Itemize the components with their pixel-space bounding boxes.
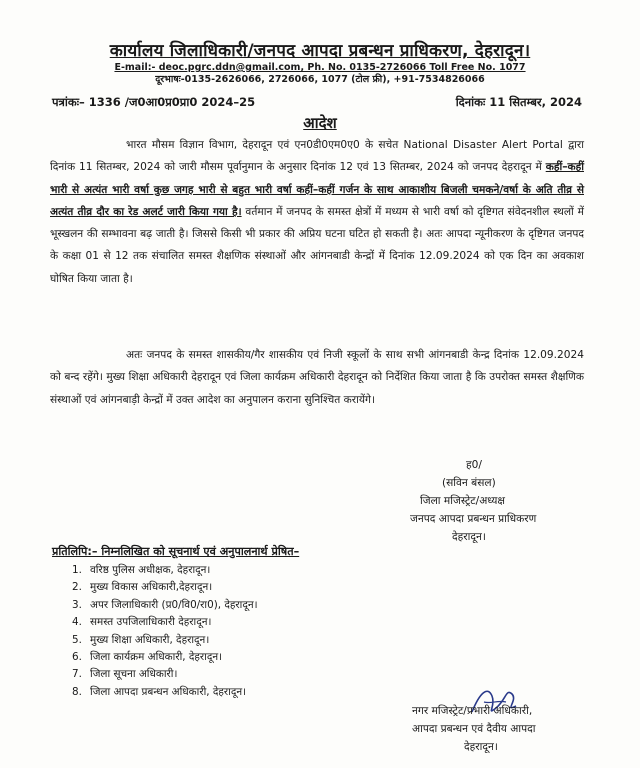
copy-to-item-text: जिला कार्यक्रम अधिकारी, देहरादून।: [90, 651, 223, 664]
bottom-sign-line1: नगर मजिस्ट्रेट/प्रभारी अधिकारी,: [412, 705, 533, 717]
copy-to-item-text: जिला आपदा प्रबन्धन अधिकारी, देहरादून।: [90, 685, 247, 698]
copy-to-item-text: अपर जिलाधिकारी (प्र0/वि0/रा0), देहरादून।: [90, 598, 258, 611]
copy-to-item-number: 7.: [72, 668, 82, 681]
email-line: E-mail:- deoc.pgrc.ddn@gmail.com, Ph. No. 0135-2726066 Toll Free No. 1077: [114, 62, 526, 73]
signatory-place: देहरादून।: [452, 531, 486, 543]
copy-to-item-number: 4.: [72, 616, 82, 629]
copy-to-item-number: 5.: [72, 633, 82, 646]
contact-block: [0, 62, 640, 86]
office-title: कार्यालय जिलाधिकारी/जनपद आपदा प्रबन्धन प्राधिकरण, देहरादून।: [109, 41, 531, 61]
copy-to-item: [72, 614, 258, 631]
para1-tail: वर्तमान में जनपद के समस्त क्षेत्रों में मध्यम से भारी वर्षा को दृष्टिगत संवेदनशील स्थलों में भूस्खलन की सम्भावना बढ़ जाती है। जिससे किसी भी प्रकार की अप्रिय घटना घटित हो सकती है। अतः आपदा न्यूनीकरण के दृष्टिगत जनपद के कक्षा 01 से 12 तक संचालित समस्त शैक्षणिक संस्थाओं और आंगनबाडी केन्द्रों में दिनांक 12.09.2024 को एक दिन का अवकाश घोषित किया जाता है।: [50, 205, 584, 285]
signatory-designation: जिला मजिस्ट्रेट/अध्यक्ष: [420, 495, 506, 507]
copy-to-item-number: 3.: [72, 598, 82, 611]
copy-to-item: [72, 666, 258, 683]
letter-date: दिनांकः 11 सितम्बर, 2024: [455, 95, 582, 109]
copy-to-item-number: 8.: [72, 685, 82, 698]
signatory-name: (सविन बंसल): [442, 477, 496, 489]
copy-to-item-text: वरिष्ठ पुलिस अधीक्षक, देहरादून।: [90, 564, 211, 576]
bottom-sign-line3: देहरादून।: [464, 741, 498, 753]
para2-text: अतः जनपद के समस्त शासकीय/गैर शासकीय एवं निजी स्कूलों के साथ सभी आंगनबाडी केन्द्र दिनांक 12.09.2024 को बन्द रहेंगे। मुख्य शिक्षा अधिकारी देहरादून एवं जिला कार्यक्रम अधिकारी देहरादून को निर्देशित किया जाता है कि उपरोक्त समस्त शैक्षणिक संस्थाओं एवं आंगनबाड़ी केन्द्रों में उक्त आदेश का अनुपालन कराना सुनिश्चित करायेंगे।: [50, 349, 584, 406]
copy-to-item-number: 1.: [72, 564, 82, 576]
copy-to-item: [72, 632, 258, 649]
copy-to-item: [72, 579, 258, 596]
phone-line: दूरभाषः-0135-2626066, 2726066, 1077 (टोल फ्री), +91-7534826066: [155, 74, 485, 85]
copy-to-list: [72, 562, 258, 701]
copy-to-heading: प्रतिलिपि:– निम्नलिखित को सूचनार्थ एवं अनुपालनार्थ प्रेषित–: [52, 545, 300, 558]
copy-to-item-text: मुख्य विकास अधिकारी,देहरादून।: [90, 581, 213, 594]
para1-lead: भारत मौसम विज्ञान विभाग, देहरादून एवं एन0डी0एम0ए0 के सचेत National Disaster Alert Portal द्वारा दिनांक 11 सितम्बर, 2024 को जारी मौसम पूर्वानुमान के अनुसार दिनांक 12 एवं 13 सितम्बर, 2024 को जनपद देहरादून में: [50, 139, 584, 174]
order-paragraph-1: [50, 134, 584, 290]
copy-to-item: [72, 684, 258, 701]
reference-line: [52, 95, 582, 111]
copy-to-item-text: समस्त उपजिलाधिकारी देहरादून।: [90, 616, 212, 629]
bottom-signature-block: [412, 702, 535, 756]
copy-to-item-text: जिला सूचना अधिकारी।: [90, 668, 178, 681]
bottom-sign-line2: आपदा प्रबन्धन एवं दैवीय आपदा: [412, 723, 536, 735]
copy-to-item-number: 2.: [72, 581, 82, 594]
signatory-office: जनपद आपदा प्रबन्धन प्राधिकरण: [410, 513, 537, 525]
copy-to-item: [72, 649, 258, 666]
signature-h: ह0/: [466, 459, 482, 471]
signature-block: [410, 456, 600, 546]
copy-to-item: [72, 562, 258, 579]
copy-to-item-text: मुख्य शिक्षा अधिकारी, देहरादून।: [90, 633, 210, 646]
letter-number: पत्रांकः– 1336 /ज0आ0प्र0प्रा0 2024–25: [52, 95, 256, 109]
copy-to-item: [72, 597, 258, 614]
copy-to-item-number: 6.: [72, 651, 82, 664]
order-title: आदेश: [303, 114, 337, 132]
order-paragraph-2: [50, 344, 584, 411]
red-alert-highlight: कहीं–कहीं भारी से अत्यंत भारी वर्षा कुछ जगह भारी से बहुत भारी वर्षा कहीं–कहीं गर्जन के साथ आकाशीय बिजली चमकने/वर्षा के अति तीव्र से अत्यंत तीव्र दौर का रेड अलर्ट जारी किया गया है।: [50, 161, 584, 218]
